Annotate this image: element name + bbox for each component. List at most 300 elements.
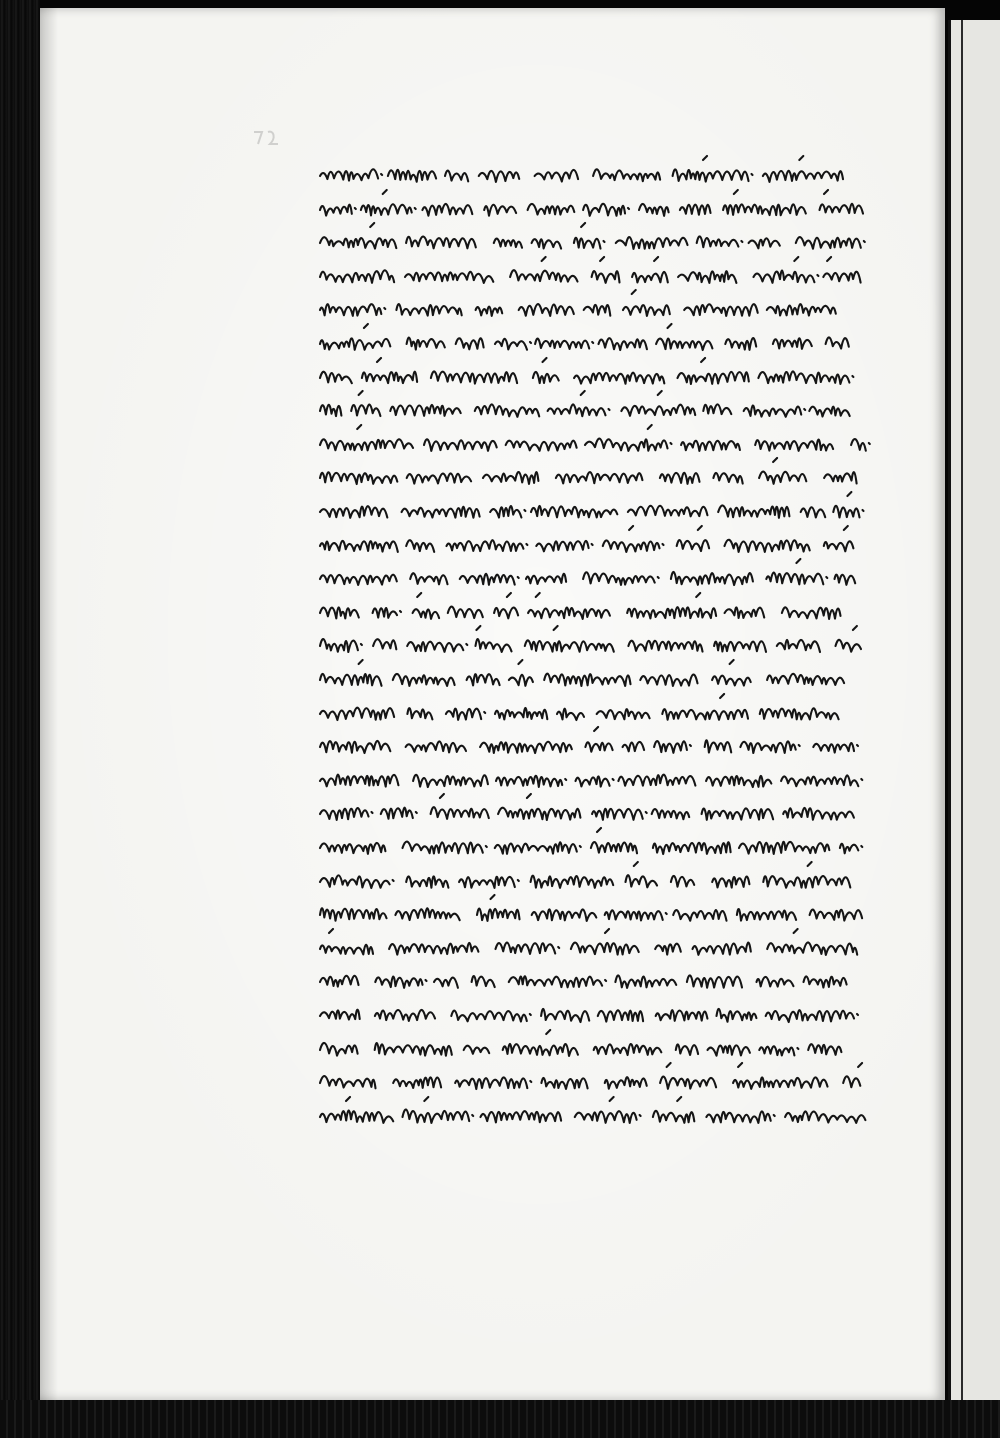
handwritten-word [777, 640, 820, 652]
handwritten-word [585, 438, 668, 450]
accent-mark [730, 660, 734, 664]
handwritten-word [456, 338, 484, 349]
handwritten-word [760, 708, 839, 719]
handwritten-word [320, 371, 352, 382]
punctuation-mark [530, 1081, 531, 1082]
accent-mark [827, 257, 831, 261]
handwritten-word [717, 1009, 757, 1022]
accent-mark [698, 526, 702, 530]
handwritten-word [823, 272, 860, 283]
accent-mark [668, 324, 672, 328]
handwritten-word [767, 942, 857, 954]
handwritten-word [448, 606, 483, 617]
punctuation-mark [355, 208, 356, 209]
handwritten-word [320, 506, 387, 518]
handwritten-word [320, 607, 359, 618]
accent-mark [824, 190, 828, 194]
punctuation-mark [426, 980, 427, 981]
handwritten-word [678, 371, 749, 383]
accent-mark [518, 660, 522, 664]
handwritten-word [693, 942, 751, 954]
punctuation-mark [857, 1014, 858, 1015]
handwritten-word [535, 170, 579, 182]
accent-mark [600, 257, 604, 261]
handwritten-word [510, 270, 577, 281]
handwritten-word [495, 339, 527, 350]
accent-mark [605, 929, 609, 933]
handwritten-line [318, 290, 858, 324]
handwritten-word [351, 405, 380, 416]
handwritten-word [687, 976, 742, 988]
handwritten-word [389, 943, 478, 955]
handwritten-word [767, 305, 836, 316]
handwritten-word [495, 842, 577, 854]
handwritten-word [320, 808, 369, 820]
accent-mark [370, 223, 374, 227]
faint-folio-mark [252, 128, 292, 154]
accent-mark [794, 929, 798, 933]
punctuation-mark [863, 510, 864, 511]
handwritten-word [574, 238, 601, 249]
handwritten-word [594, 1044, 662, 1055]
handwritten-word [656, 1010, 708, 1021]
handwritten-word [660, 473, 700, 484]
handwriting-strokes [318, 1063, 863, 1097]
handwritten-word [681, 441, 740, 451]
punctuation-mark [646, 812, 647, 813]
handwritten-line [318, 626, 866, 660]
handwritten-word [584, 305, 611, 316]
handwritten-word [758, 371, 849, 384]
handwritten-word [475, 405, 539, 417]
handwriting-strokes [318, 358, 868, 392]
punctuation-mark [774, 1115, 775, 1116]
handwritten-line [318, 492, 863, 526]
handwritten-word [718, 505, 789, 517]
handwritten-line [318, 324, 866, 358]
handwritten-word [373, 608, 397, 618]
handwritten-line [318, 257, 863, 291]
handwritten-word [496, 942, 556, 953]
handwritten-word [406, 876, 448, 887]
handwritten-word [403, 1109, 470, 1122]
punctuation-mark [400, 611, 401, 612]
punctuation-mark [393, 880, 394, 881]
accent-mark [383, 190, 387, 194]
punctuation-mark [613, 779, 614, 780]
punctuation-mark [852, 376, 853, 377]
handwritten-word [320, 875, 390, 888]
handwritten-word [593, 169, 660, 181]
handwritten-word [460, 574, 515, 585]
handwritten-word [320, 1076, 376, 1088]
handwritten-word [406, 540, 434, 552]
punctuation-mark [565, 779, 566, 780]
handwritten-word [362, 371, 417, 382]
punctuation-mark [524, 510, 525, 511]
handwritten-word [320, 237, 396, 248]
handwritten-word [571, 942, 639, 954]
handwritten-word [766, 1010, 854, 1022]
accent-mark [734, 190, 738, 194]
handwritten-word [585, 742, 612, 751]
handwritten-word [749, 239, 780, 249]
handwritten-word [824, 473, 857, 484]
punctuation-mark [518, 880, 519, 881]
handwritten-word [583, 203, 625, 215]
folio-mark-drawing [252, 128, 292, 148]
punctuation-mark [486, 846, 487, 847]
punctuation-mark [640, 1115, 641, 1116]
handwritten-word [576, 776, 610, 786]
handwritten-word [739, 842, 829, 854]
handwritten-word [320, 774, 398, 786]
handwritten-line [318, 962, 858, 996]
handwritten-word [833, 506, 859, 518]
handwriting-strokes [318, 626, 866, 660]
punctuation-mark [592, 544, 593, 545]
punctuation-mark [384, 308, 385, 309]
handwriting-strokes [318, 962, 858, 996]
accent-mark [853, 626, 857, 630]
handwritten-word [660, 1077, 716, 1089]
handwritten-line [318, 223, 866, 257]
handwritten-word [490, 506, 521, 517]
punctuation-mark [526, 544, 527, 545]
handwritten-word [737, 909, 796, 921]
handwritten-word [496, 776, 562, 787]
handwritten-line [318, 1063, 863, 1097]
handwritten-line [318, 391, 863, 425]
handwriting-strokes [318, 794, 866, 828]
accent-mark [696, 593, 700, 597]
accent-mark [629, 526, 633, 530]
handwritten-word [361, 204, 412, 215]
handwritten-word [673, 169, 749, 181]
handwritten-word [782, 607, 841, 619]
handwritten-line [318, 694, 858, 728]
punctuation-mark [415, 208, 416, 209]
handwritten-line [318, 761, 866, 795]
handwritten-line [318, 929, 863, 963]
handwritten-word [509, 977, 602, 988]
accent-mark [417, 593, 421, 597]
handwritten-word [320, 439, 413, 450]
handwritten-line [318, 156, 863, 190]
handwritten-word [320, 639, 358, 652]
handwritten-word [320, 908, 387, 920]
accent-mark [543, 358, 547, 362]
handwritten-line [318, 727, 863, 761]
punctuation-mark [484, 712, 485, 713]
handwritten-word [632, 272, 668, 283]
accent-mark [808, 862, 812, 866]
handwritten-word [810, 910, 863, 921]
handwritten-word [592, 809, 643, 820]
handwritten-word [836, 640, 862, 652]
accent-mark [377, 358, 381, 362]
next-leaf-edge [948, 20, 1000, 1400]
handwritten-word [506, 440, 577, 450]
handwritten-word [702, 809, 774, 820]
handwritten-word [703, 405, 731, 415]
handwritten-word [531, 506, 617, 517]
handwritten-word [498, 808, 580, 820]
punctuation-mark [857, 745, 858, 746]
accent-mark [847, 492, 851, 496]
handwritten-word [557, 708, 584, 719]
handwritten-word [503, 1044, 578, 1056]
handwritten-word [759, 1046, 794, 1055]
handwritten-word [479, 171, 519, 182]
punctuation-mark [604, 241, 605, 242]
handwritten-word [820, 203, 864, 213]
handwritten-word [851, 439, 866, 451]
handwritten-word [813, 743, 854, 753]
handwritten-word [445, 171, 468, 182]
handwritten-word [763, 876, 850, 888]
handwritten-word [381, 808, 413, 819]
punctuation-mark [530, 1014, 531, 1015]
handwritten-word [320, 541, 398, 552]
handwritten-word [653, 1111, 694, 1123]
punctuation-mark [741, 241, 742, 242]
handwritten-word [603, 540, 660, 551]
punctuation-mark [416, 812, 417, 813]
handwritten-word [320, 169, 378, 180]
handwritten-line [318, 526, 858, 560]
accent-mark [720, 694, 724, 698]
accent-mark [648, 425, 652, 429]
handwritten-word [705, 740, 732, 752]
handwritten-word [509, 675, 533, 686]
handwritten-word [484, 204, 516, 215]
handwritten-word [712, 876, 749, 887]
handwritten-word [410, 573, 447, 584]
handwritten-word [320, 945, 373, 955]
accent-mark [536, 593, 540, 597]
handwritten-word [390, 405, 460, 416]
punctuation-mark [466, 644, 467, 645]
accent-mark [581, 223, 585, 227]
accent-mark [346, 1097, 350, 1101]
accent-mark [773, 458, 777, 462]
handwritten-line [318, 1097, 870, 1131]
punctuation-mark [666, 913, 667, 914]
handwritten-line [318, 190, 863, 224]
handwritten-word [809, 407, 849, 417]
accent-mark [738, 1063, 742, 1067]
punctuation-mark [864, 241, 865, 242]
handwriting-strokes [318, 1030, 866, 1064]
handwritten-word [723, 204, 806, 215]
handwritten-word [320, 204, 352, 215]
handwritten-word [476, 640, 512, 653]
handwriting-strokes [318, 290, 858, 324]
handwritten-word [320, 405, 341, 416]
leaf-shadow-line [961, 20, 963, 1400]
handwritten-word [541, 1078, 587, 1089]
accent-mark [799, 156, 803, 160]
handwritten-word [826, 337, 849, 348]
handwriting-strokes [318, 761, 866, 795]
handwritten-word [528, 607, 610, 618]
handwritten-word [451, 1011, 527, 1022]
accent-mark [554, 626, 558, 630]
handwritten-word [396, 305, 461, 316]
punctuation-mark [605, 980, 606, 981]
handwritten-word [320, 1043, 358, 1056]
punctuation-mark [592, 342, 593, 343]
accent-mark [491, 895, 495, 899]
handwritten-word [477, 909, 520, 921]
accent-mark [634, 862, 638, 866]
handwriting-strokes [318, 862, 863, 896]
accent-mark [667, 1063, 671, 1067]
handwritten-line [318, 358, 868, 392]
handwritten-word [754, 270, 815, 282]
handwritten-word [320, 305, 381, 317]
handwritten-text-block [318, 156, 898, 1136]
handwritten-word [840, 844, 858, 854]
accent-mark [658, 391, 662, 395]
handwritten-word [773, 338, 812, 348]
handwritten-word [405, 272, 493, 283]
handwritten-word [519, 304, 574, 316]
accent-mark [507, 593, 511, 597]
handwritten-word [725, 539, 810, 551]
handwritten-line [318, 862, 863, 896]
accent-mark [632, 290, 636, 294]
punctuation-mark [361, 644, 362, 645]
handwritten-word [673, 910, 726, 921]
handwritten-word [713, 473, 742, 484]
handwritten-word [413, 775, 488, 787]
handwritten-word [843, 1077, 860, 1088]
handwriting-strokes [318, 895, 866, 929]
handwritten-word [654, 741, 687, 753]
handwritten-word [544, 674, 630, 686]
handwriting-strokes [318, 458, 863, 492]
handwritten-word [407, 338, 445, 350]
handwritten-word [766, 573, 823, 585]
handwritten-word [535, 339, 589, 349]
handwritten-line [318, 559, 858, 593]
handwritten-word [320, 674, 382, 686]
handwritten-word [767, 674, 844, 685]
handwritten-word [393, 674, 455, 686]
punctuation-mark [658, 577, 659, 578]
handwritten-word [639, 204, 669, 216]
handwritten-word [574, 372, 664, 383]
punctuation-mark [663, 544, 664, 545]
handwritten-word [835, 575, 856, 585]
handwritten-word [373, 640, 396, 650]
handwritten-word [532, 239, 562, 248]
handwritten-word [533, 372, 559, 383]
handwritten-word [763, 171, 843, 182]
punctuation-mark [817, 275, 818, 276]
handwriting-strokes [318, 694, 858, 728]
accent-mark [440, 794, 444, 798]
handwritten-word [725, 607, 765, 618]
handwritten-word [480, 742, 572, 753]
handwritten-word [403, 842, 483, 854]
handwritten-word [706, 776, 771, 787]
handwritten-word [446, 708, 481, 719]
punctuation-mark [580, 846, 581, 847]
handwritten-word [759, 472, 806, 484]
handwritten-word [605, 910, 663, 920]
handwritten-word [615, 976, 676, 988]
handwriting-strokes [318, 257, 863, 291]
handwritten-word [320, 473, 397, 485]
punctuation-mark [372, 812, 373, 813]
handwritten-word [655, 943, 681, 954]
handwriting-strokes [318, 526, 858, 560]
handwritten-word [528, 204, 575, 215]
accent-mark [546, 1030, 550, 1034]
handwritten-word [320, 270, 394, 282]
handwritten-word [556, 473, 643, 484]
handwritten-word [447, 540, 524, 551]
handwritten-word [712, 676, 751, 686]
handwritten-word [733, 1078, 827, 1089]
handwriting-strokes [318, 996, 863, 1030]
handwritten-word [320, 338, 390, 349]
accent-mark [703, 156, 707, 160]
handwriting-strokes [318, 190, 863, 224]
handwritten-word [671, 876, 694, 887]
punctuation-mark [558, 947, 559, 948]
handwritten-word [494, 239, 522, 248]
handwritten-word [467, 674, 500, 685]
handwritten-word [481, 1111, 562, 1122]
handwritten-word [744, 406, 802, 417]
handwriting-strokes [318, 593, 863, 627]
punctuation-mark [530, 342, 531, 343]
handwritten-word [406, 237, 476, 249]
handwritten-word [455, 1078, 527, 1090]
handwriting-strokes [318, 828, 858, 862]
accent-mark [476, 626, 480, 630]
handwritten-word [678, 271, 736, 283]
punctuation-mark [804, 409, 805, 410]
handwritten-word [708, 1045, 750, 1055]
accent-mark [677, 1097, 681, 1101]
handwritten-word [402, 507, 480, 518]
punctuation-mark [752, 174, 753, 175]
handwritten-word [662, 709, 748, 720]
handwritten-word [424, 439, 497, 451]
punctuation-mark [799, 745, 800, 746]
handwritten-word [320, 843, 385, 854]
handwritten-line [318, 458, 863, 492]
handwritten-word [804, 977, 847, 988]
accent-mark [796, 559, 800, 563]
handwritten-word [755, 439, 833, 450]
handwritten-word [740, 742, 795, 754]
handwritten-word [375, 1010, 435, 1021]
handwritten-word [621, 405, 695, 416]
accent-mark [359, 660, 363, 664]
accent-mark [581, 391, 585, 395]
handwritten-word [796, 237, 861, 249]
handwritten-word [628, 641, 702, 652]
handwritten-word [628, 506, 708, 517]
handwritten-line [318, 895, 866, 929]
handwritten-word [375, 977, 422, 988]
